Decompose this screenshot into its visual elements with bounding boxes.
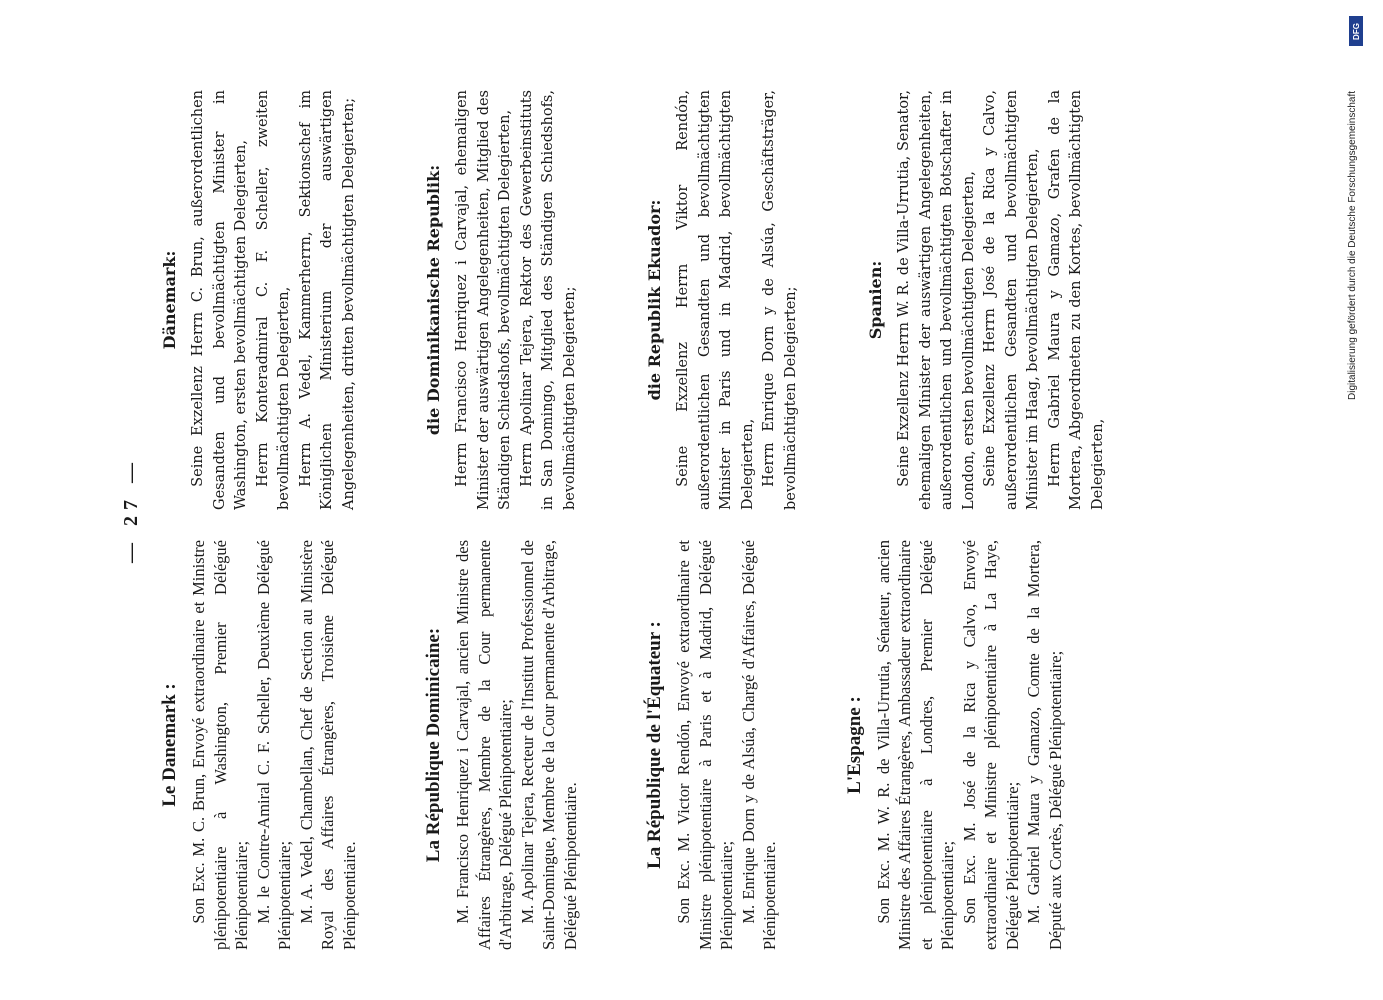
paragraph: Herrn A. Vedel, Kammerherrn, Sektionschef im Königlichen Ministerium der auswärtigen Angelegenheiten, dritten bevollmächtigten Delegierten; bbox=[297, 90, 357, 510]
paragraph: M. Francisco Henriquez i Carvajal, ancien Ministre des Affaires Étrangères, Membre de la Cour permanente d'Arbitrage, Délégué Plénipotentiaire; bbox=[453, 540, 515, 950]
section-heading: Spanien: bbox=[866, 260, 885, 340]
paragraph: M. Apolinar Tejera, Recteur de l'Institut Professionnel de Saint-Domingue, Membre de la Cour permanente d'Arbitrage, Délégué Plénipotentiaire. bbox=[517, 540, 580, 950]
paragraph: Herrn Francisco Henriquez i Carvajal, ehemaligen Minister der auswärtigen Angelegenheiten, Mitglied des Ständigen Schiedshofs, bevollmächtigten Delegierten, bbox=[454, 90, 513, 510]
section-ekuador bbox=[643, 90, 802, 510]
funding-note-text: Digitalisierung gefördert durch die Deutsche Forschungsgemeinschaft bbox=[1347, 90, 1358, 400]
paragraph: Herrn Enrique Dorn y de Alsúa, Geschäftsträger, bevollmächtigten Delegierten; bbox=[761, 90, 799, 510]
paragraph: Seine Exzellenz Herrn C. Brun, außerordentlichen Gesandten und bevollmächtigten Minister in Washington, ersten bevollmächtigten Delegierten, bbox=[190, 90, 249, 510]
paragraph: M. Gabriel Maura y Gamazo, Comte de la Mortera, Député aux Cortès, Délégué Plénipotentiaire; bbox=[1024, 540, 1065, 950]
rotated-document-page bbox=[120, 70, 1383, 950]
german-column bbox=[158, 90, 1171, 510]
paragraph: Herrn Konteradmiral C. F. Scheller, zweiten bevollmächtigten Delegierten, bbox=[254, 90, 292, 510]
section-dominikanische-republik bbox=[422, 90, 581, 510]
section-heading: La République de l'Équateur : bbox=[644, 621, 665, 869]
section-danemark bbox=[158, 540, 360, 950]
paragraph: Seine Exzellenz Herrn W. R. de Villa-Urrutia, Senator, ehemaligen Minister der auswärtigen Angelegenheiten, außerordentlichen und bevollmächtigten Botschafter in London, ersten bevollmächtigten Delegierten, bbox=[896, 90, 977, 510]
paragraph: M. A. Vedel, Chambellan, Chef de Section au Ministère Royal des Affaires Étrangères, Troisième Délégué Plénipotentiaire. bbox=[296, 540, 359, 950]
paragraph: Herrn Apolinar Tejera, Rektor des Gewerbeinstituts in San Domingo, Mitglied des Ständigen Schiedshofs, bevollmächtigten Delegierten; bbox=[518, 90, 578, 510]
section-heading: die Republik Ekuador: bbox=[645, 199, 664, 401]
section-heading: L'Espagne : bbox=[843, 696, 865, 794]
paragraph: M. le Contre-Amiral C. F. Scheller, Deuxième Délégué Plénipotentiaire; bbox=[253, 540, 294, 950]
french-column bbox=[158, 540, 1128, 950]
section-republique-dominicaine bbox=[422, 540, 581, 950]
paragraph: M. Enrique Dorn y de Alsúa, Chargé d'Affaires, Délégué Plénipotentiaire. bbox=[738, 540, 779, 950]
section-equateur bbox=[643, 540, 781, 950]
dfg-logo: DFG bbox=[1349, 16, 1363, 46]
section-heading: Dänemark: bbox=[160, 250, 179, 350]
paragraph: Son Exc. M. W. R. de Villa-Urrutia, Sénateur, ancien Ministre des Affaires Étrangères, Ambassadeur extraordinaire et plénipotentiaire à Londres, Premier Délégué Plénipotentiaire; bbox=[873, 540, 957, 950]
paragraph: Seine Exzellenz Herrn Viktor Rendón, außerordentlichen Gesandten und bevollmächtigten Minister in Paris und in Madrid, bevollmächtigten Delegierten, bbox=[675, 90, 756, 510]
section-heading: La République Dominicaine: bbox=[423, 627, 444, 863]
section-spanien bbox=[864, 90, 1109, 510]
section-espagne bbox=[843, 540, 1067, 950]
paragraph: Herrn Gabriel Maura y Gamazo, Grafen de la Mortera, Abgeordneten zu den Kortes, bevollmächtigten Delegierten, bbox=[1046, 90, 1106, 510]
page-number: — 27 — bbox=[120, 457, 142, 563]
paragraph: Son Exc. M. José de la Rica y Calvo, Envoyé extraordinaire et Ministre plénipotentiaire à La Haye, Délégué Plénipotentiaire; bbox=[959, 540, 1022, 950]
paragraph: Seine Exzellenz Herrn José de la Rica y Calvo, außerordentlichen Gesandten und bevollmächtigten Minister im Haag, bevollmächtigten Delegierten, bbox=[982, 90, 1041, 510]
section-heading: Le Danemark : bbox=[159, 683, 180, 807]
paragraph: Son Exc. M. C. Brun, Envoyé extraordinaire et Ministre plénipotentiaire à Washington, Premier Délégué Plénipotentiaire; bbox=[189, 540, 251, 950]
section-daenemark bbox=[158, 90, 360, 510]
digitization-note bbox=[1345, 8, 1369, 408]
paragraph: Son Exc. M. Victor Rendón, Envoyé extraordinaire et Ministre plénipotentiaire à Paris et à Madrid, Délégué Plénipotentiaire; bbox=[674, 540, 736, 950]
section-heading: die Dominikanische Republik: bbox=[424, 164, 443, 436]
